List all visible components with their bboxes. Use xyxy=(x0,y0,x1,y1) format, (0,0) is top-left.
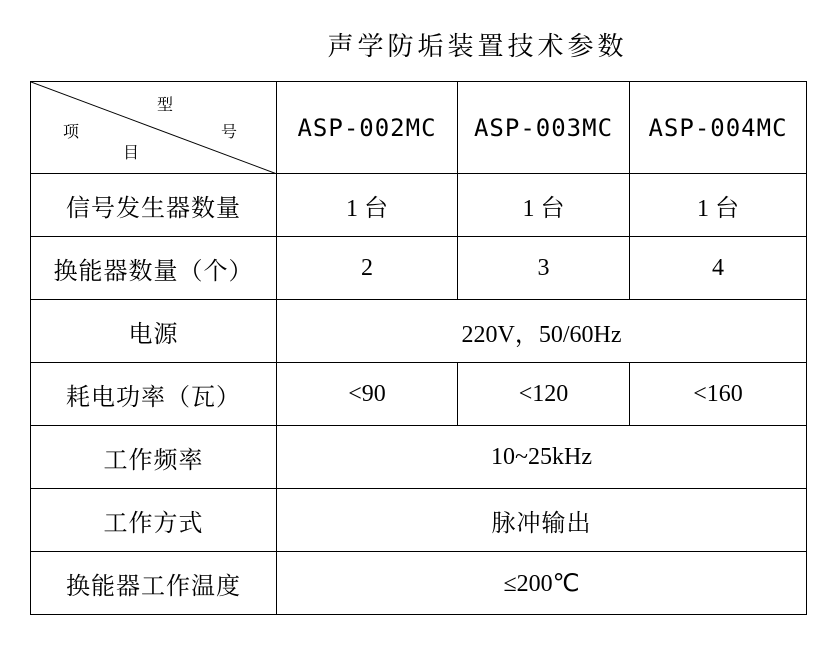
header-type-label: 型 xyxy=(157,95,174,114)
row-label: 换能器工作温度 xyxy=(31,552,277,615)
table-row xyxy=(31,363,807,426)
table-row xyxy=(31,489,807,552)
table-row xyxy=(31,237,807,300)
row-label: 信号发生器数量 xyxy=(31,174,277,237)
cell-value: 4 xyxy=(630,237,807,300)
row-label: 工作方式 xyxy=(31,489,277,552)
model-header: ASP-002MC xyxy=(277,82,458,174)
table-row xyxy=(31,552,807,615)
diagonal-header-cell xyxy=(31,82,277,174)
header-number-label: 号 xyxy=(221,122,238,141)
header-row xyxy=(31,82,807,174)
header-item-label: 项 xyxy=(63,122,80,141)
page-title: 声学防垢装置技术参数 xyxy=(327,32,628,62)
spec-table xyxy=(30,81,807,615)
header-mu-label: 目 xyxy=(123,143,140,162)
cell-value: 2 xyxy=(277,237,458,300)
table-row xyxy=(31,300,807,363)
table-row xyxy=(31,426,807,489)
cell-value: <160 xyxy=(630,363,807,426)
cell-value: <90 xyxy=(277,363,458,426)
merged-cell-value: ≤200℃ xyxy=(277,552,807,615)
cell-value: 1 台 xyxy=(630,174,807,237)
merged-cell-value: 10~25kHz xyxy=(277,426,807,489)
cell-value: 1 台 xyxy=(458,174,630,237)
row-label: 电源 xyxy=(31,300,277,363)
table-row xyxy=(31,174,807,237)
merged-cell-value: 220V，50/60Hz xyxy=(277,300,807,363)
row-label: 工作频率 xyxy=(31,426,277,489)
cell-value: 3 xyxy=(458,237,630,300)
cell-value: <120 xyxy=(458,363,630,426)
row-label: 换能器数量（个） xyxy=(31,237,277,300)
model-header: ASP-003MC xyxy=(458,82,630,174)
row-label: 耗电功率（瓦） xyxy=(31,363,277,426)
cell-value: 1 台 xyxy=(277,174,458,237)
merged-cell-value: 脉冲输出 xyxy=(277,489,807,552)
model-header: ASP-004MC xyxy=(630,82,807,174)
